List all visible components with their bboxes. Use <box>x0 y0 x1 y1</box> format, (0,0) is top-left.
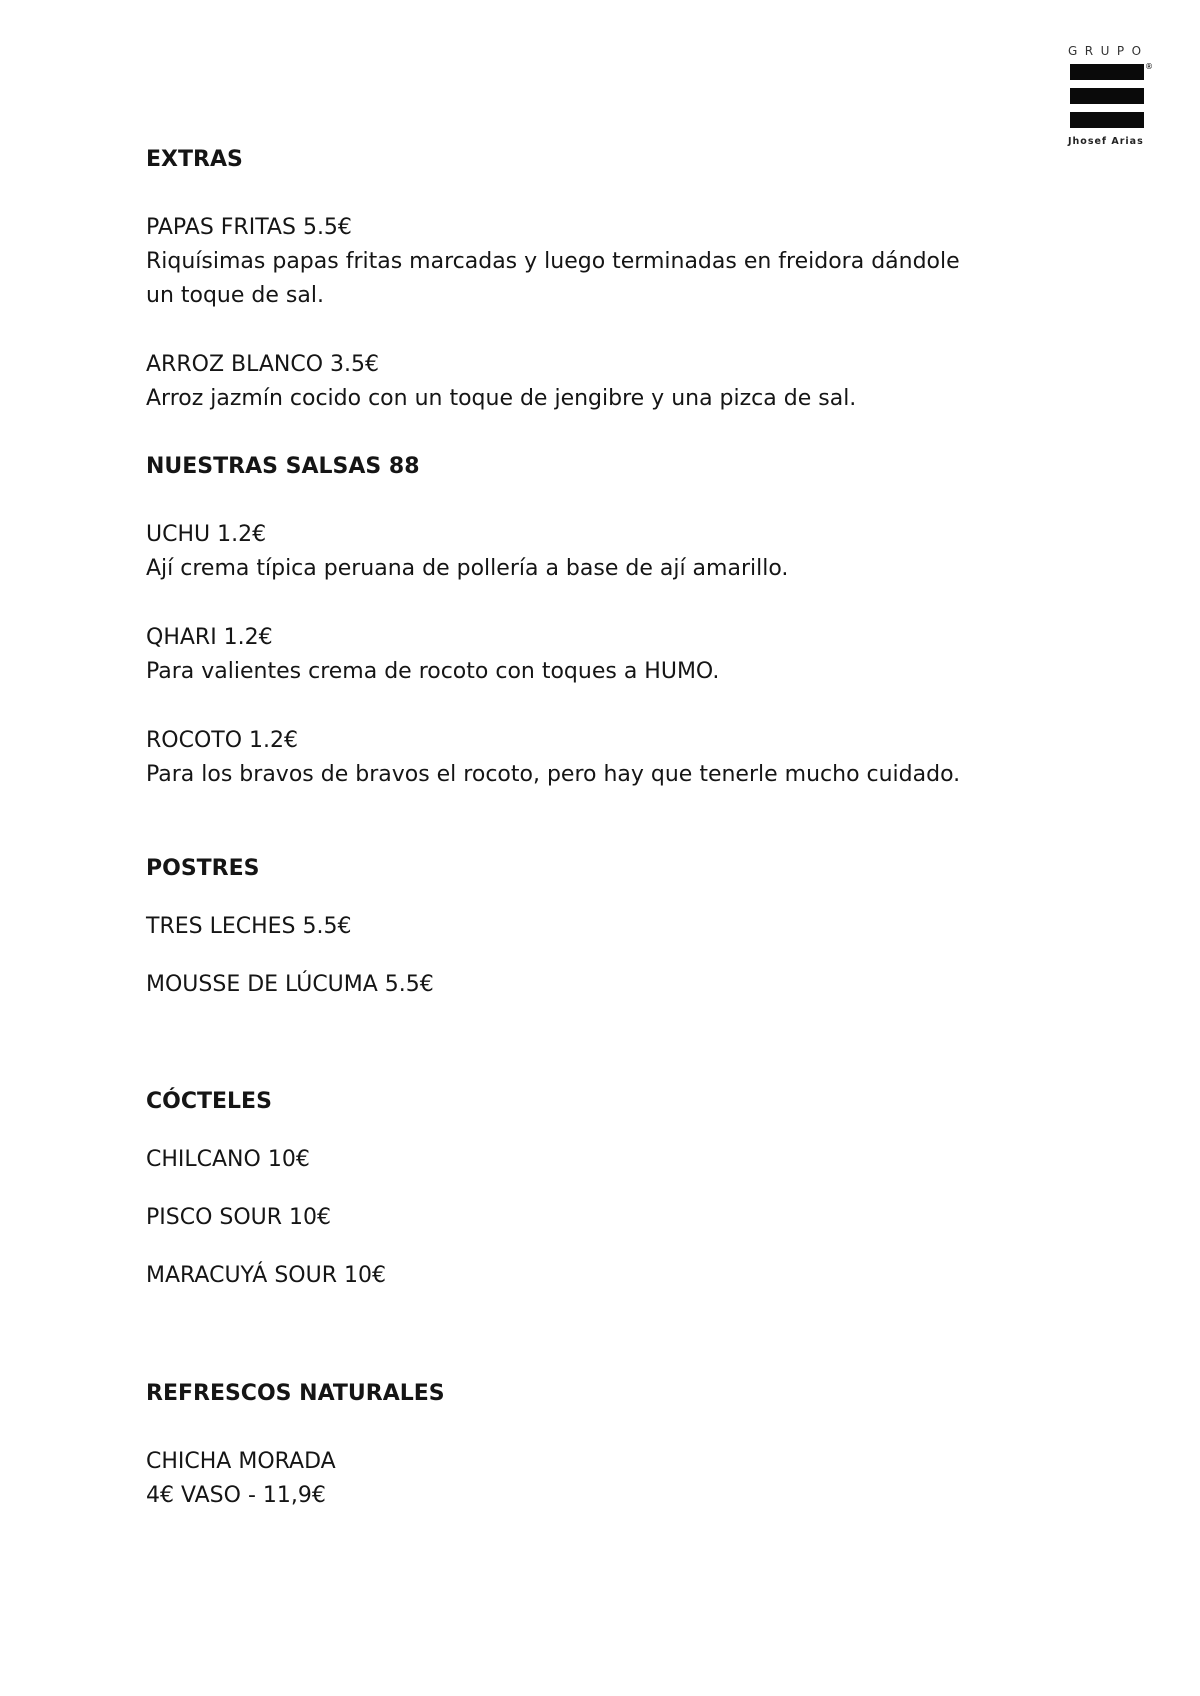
item-chicha-morada: CHICHA MORADA <box>146 1449 336 1474</box>
section-title-refrescos: REFRESCOS NATURALES <box>146 1381 445 1406</box>
item-arroz-blanco: ARROZ BLANCO 3.5€ <box>146 352 380 377</box>
item-uchu: UCHU 1.2€ <box>146 522 267 547</box>
logo-top-text: GRUPO <box>1068 44 1149 58</box>
logo-bar-2 <box>1070 88 1144 104</box>
logo-bar-1 <box>1070 64 1144 80</box>
section-title-extras: EXTRAS <box>146 147 243 172</box>
item-chicha-morada-price: 4€ VASO - 11,9€ <box>146 1483 326 1508</box>
registered-mark: ® <box>1145 62 1153 71</box>
item-mousse-lucuma: MOUSSE DE LÚCUMA 5.5€ <box>146 972 434 997</box>
section-title-postres: POSTRES <box>146 856 260 881</box>
logo-bar-3 <box>1070 112 1144 128</box>
item-rocoto: ROCOTO 1.2€ <box>146 728 299 753</box>
item-tres-leches: TRES LECHES 5.5€ <box>146 914 352 939</box>
item-papas-fritas-desc-1: Riquísimas papas fritas marcadas y luego terminadas en freidora dándole <box>146 249 960 274</box>
grupo-jhosef-arias-logo <box>1068 44 1153 147</box>
item-chilcano: CHILCANO 10€ <box>146 1147 310 1172</box>
item-qhari-desc: Para valientes crema de rocoto con toques a HUMO. <box>146 659 720 684</box>
section-title-cocteles: CÓCTELES <box>146 1089 272 1114</box>
section-title-salsas: NUESTRAS SALSAS 88 <box>146 454 420 479</box>
item-rocoto-desc: Para los bravos de bravos el rocoto, pero hay que tenerle mucho cuidado. <box>146 762 961 787</box>
item-pisco-sour: PISCO SOUR 10€ <box>146 1205 332 1230</box>
item-maracuya-sour: MARACUYÁ SOUR 10€ <box>146 1263 386 1288</box>
item-qhari: QHARI 1.2€ <box>146 625 273 650</box>
item-arroz-blanco-desc: Arroz jazmín cocido con un toque de jengibre y una pizca de sal. <box>146 386 857 411</box>
logo-bottom-text: Jhosef Arias <box>1068 136 1144 147</box>
item-papas-fritas: PAPAS FRITAS 5.5€ <box>146 215 352 240</box>
item-uchu-desc: Ají crema típica peruana de pollería a base de ají amarillo. <box>146 556 789 581</box>
item-papas-fritas-desc-2: un toque de sal. <box>146 283 324 308</box>
